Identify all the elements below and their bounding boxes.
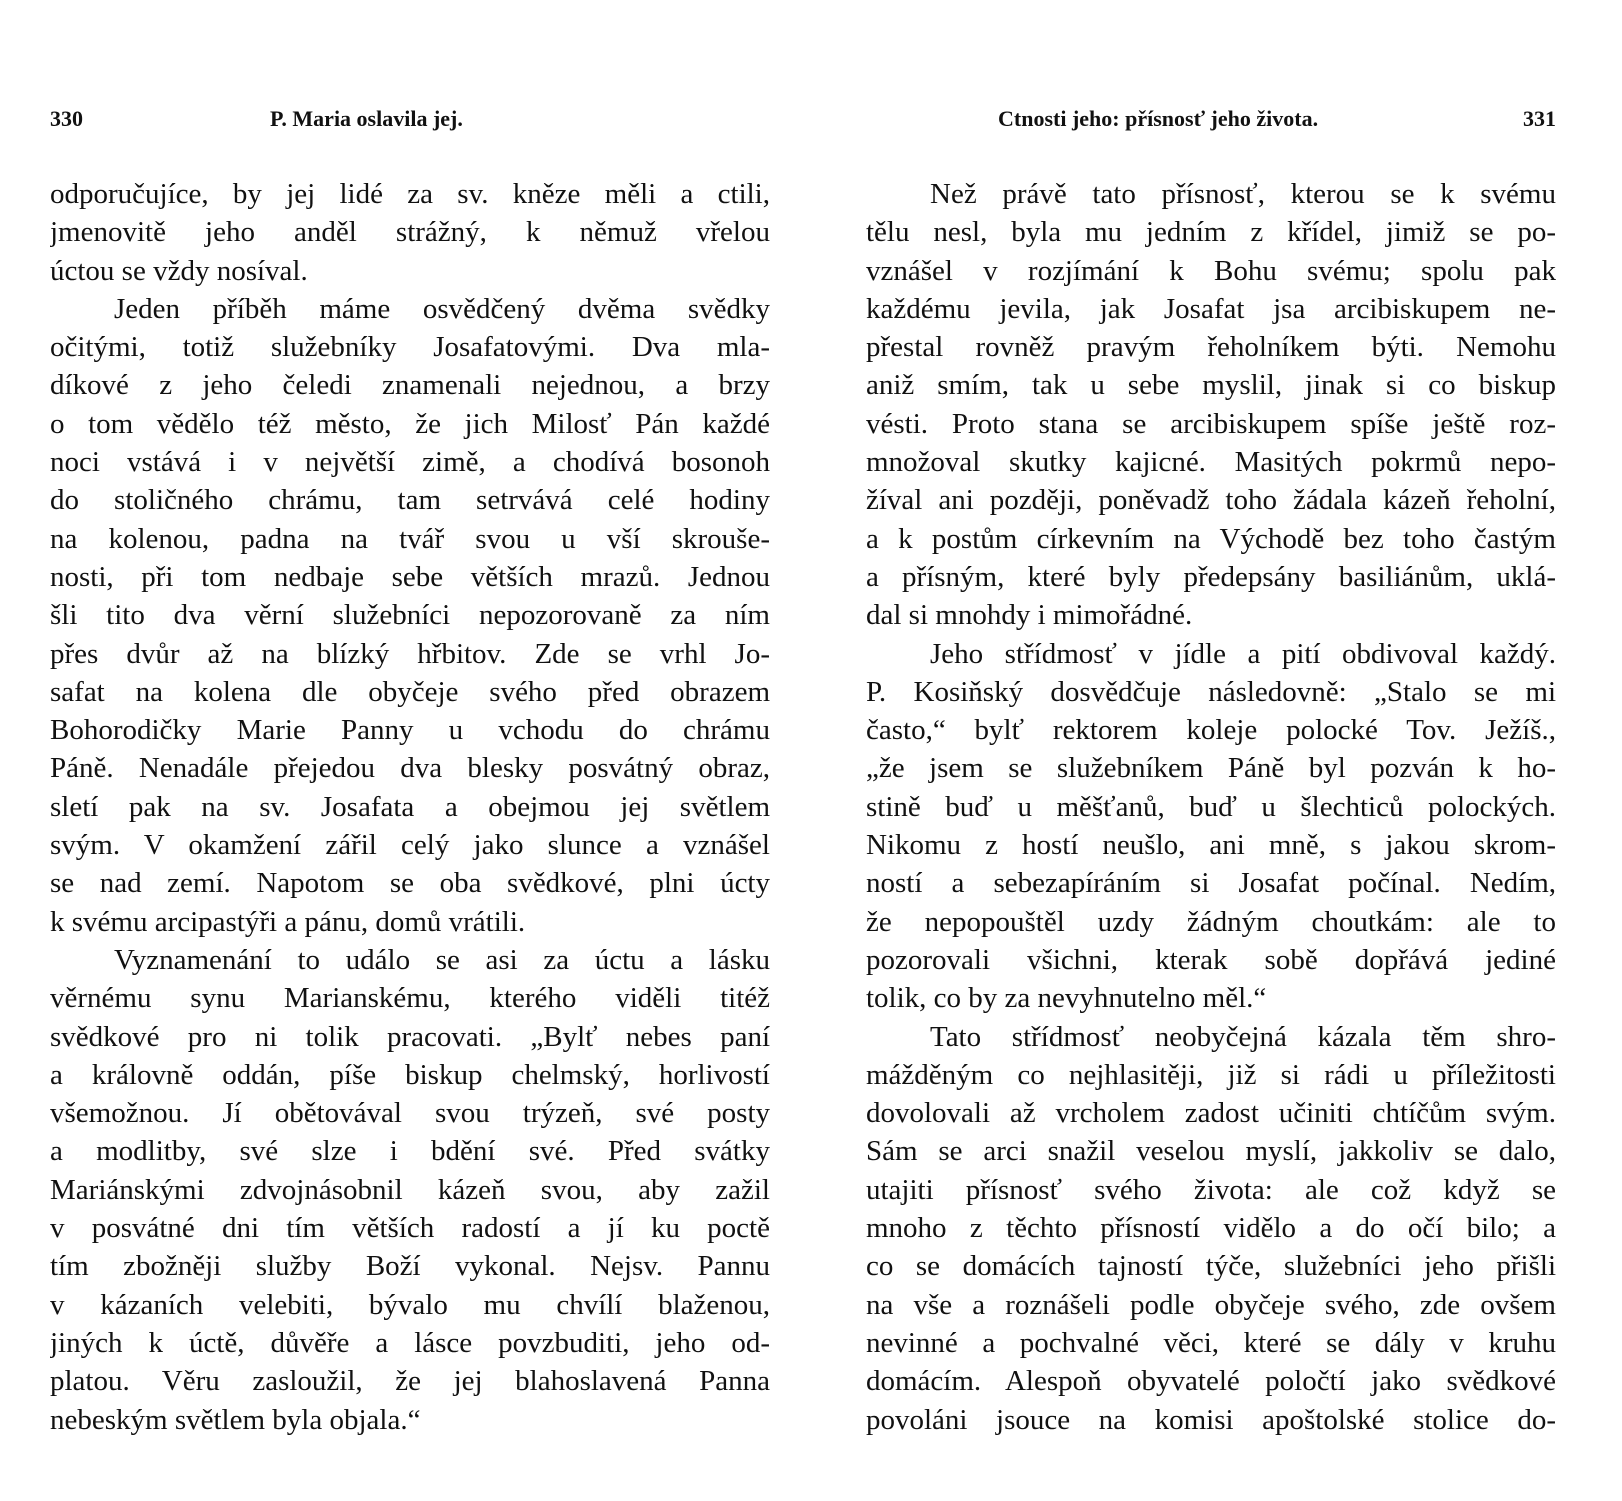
text-line: na vše a roznášeli podle obyčeje svého, zde ovšem (866, 1288, 1556, 1321)
text-line: nebeským světlem byla objala.“ (50, 1403, 421, 1436)
text-line: „že jsem se služebníkem Páně byl pozván k ho- (866, 752, 1556, 785)
left-page-number: 330 (50, 106, 83, 131)
text-line: Jeden příběh máme osvědčený dvěma svědky (114, 292, 770, 325)
text-line: domácím. Alespoň obyvatelé poločtí jako svědkové (866, 1365, 1556, 1398)
text-line: k svému arcipastýři a pánu, domů vrátili. (50, 905, 526, 938)
text-line: stině buď u měšťanů, buď u šlechticů polockých. (866, 790, 1556, 823)
text-line: P. Kosiňský dosvědčuje následovně: „Stalo se mi (866, 675, 1556, 708)
text-line: vésti. Proto stana se arcibiskupem spíše ještě roz- (866, 407, 1556, 440)
text-line: a královně oddán, píše biskup chelmský, horlivostí (50, 1058, 770, 1091)
text-line: každému jevila, jak Josafat jsa arcibiskupem ne- (866, 292, 1556, 325)
text-line: co se domácích tajností týče, služebníci jeho přišli (866, 1250, 1556, 1283)
text-line: úctou se vždy nosíval. (50, 254, 308, 287)
text-line: mážděným co nejhlasitěji, již si rádi u příležitosti (866, 1058, 1556, 1091)
text-line: přestal rovněž pravým řeholníkem býti. Nemohu (866, 331, 1556, 364)
left-running-title: P. Maria oslavila jej. (270, 106, 463, 131)
text-line: Mariánskými zdvojnásobnil kázeň svou, aby zažil (50, 1173, 770, 1206)
text-line: tělu nesl, byla mu jedním z křídel, jimiž se po- (866, 216, 1556, 249)
text-line: přes dvůr až na blízký hřbitov. Zde se vrhl Jo- (50, 637, 770, 670)
text-line: svým. V okamžení zářil celý jako slunce a vznášel (50, 829, 770, 862)
text-line: a modlitby, své slze i bdění své. Před svátky (50, 1135, 770, 1168)
text-line: utajiti přísnosť svého života: ale což když se (866, 1173, 1556, 1206)
text-line: Sám se arci snažil veselou myslí, jakkoliv se dalo, (866, 1135, 1556, 1168)
text-line: jiných k úctě, důvěře a lásce povzbuditi, jeho od- (50, 1326, 770, 1359)
text-line: se nad zemí. Napotom se oba svědkové, plni úcty (50, 867, 770, 900)
text-line: často,“ bylť rektorem koleje polocké Tov. Ježíš., (866, 714, 1556, 747)
text-line: množoval skutky kajicné. Masitých pokrmů nepo- (866, 446, 1556, 479)
right-page-text (866, 175, 1556, 1439)
text-line: všemožnou. Jí obětovával svou trýzeň, své posty (50, 1097, 770, 1130)
text-line: noci vstává i v největší zimě, a chodívá bosonoh (50, 446, 770, 479)
text-line: safat na kolena dle obyčeje svého před obrazem (50, 675, 770, 708)
left-page-text (50, 175, 770, 1439)
text-line: dovolovali až vrcholem zadost učiniti chtíčům svým. (866, 1097, 1556, 1130)
text-line: očitými, totiž služebníky Josafatovými. Dva mla- (50, 331, 770, 364)
text-line: Jeho střídmosť v jídle a pití obdivoval každý. (930, 637, 1556, 670)
text-line: svědkové pro ni tolik pracovati. „Bylť nebes paní (50, 1020, 770, 1053)
text-line: na kolenou, padna na tvář svou u vší skrouše- (50, 522, 770, 555)
text-line: žíval ani později, poněvadž toho žádala kázeň řeholní, (866, 484, 1556, 517)
text-line: nevinné a pochvalné věci, které se dály v kruhu (866, 1326, 1556, 1359)
text-line: jmenovitě jeho anděl strážný, k němuž vřelou (50, 216, 770, 249)
right-running-title: Ctnosti jeho: přísnosť jeho života. (998, 106, 1319, 131)
text-line: sletí pak na sv. Josafata a obejmou jej světlem (50, 790, 770, 823)
left-running-head (50, 104, 770, 134)
text-line: věrnému synu Marianskému, kterého viděli titéž (50, 982, 770, 1015)
text-line: povoláni jsouce na komisi apoštolské stolice do- (866, 1403, 1556, 1436)
text-line: v kázaních velebiti, bývalo mu chvílí blaženou, (50, 1288, 770, 1321)
text-line: šli tito dva věrní služebníci nepozorovaně za ním (50, 599, 770, 632)
right-page (866, 0, 1556, 1501)
text-line: že nepopouštěl uzdy žádným choutkám: ale to (866, 905, 1556, 938)
text-line: mnoho z těchto přísností vidělo a do očí bilo; a (866, 1212, 1556, 1245)
text-line: aniž smím, tak u sebe myslil, jinak si co biskup (866, 369, 1556, 402)
text-line: ností a sebezapíráním si Josafat počínal. Nedím, (866, 867, 1556, 900)
text-line: Vyznamenání to událo se asi za úctu a lásku (114, 943, 770, 976)
text-line: a k postům církevním na Východě bez toho častým (866, 522, 1556, 555)
text-line: v posvátné dni tím větších radostí a jí ku poctě (50, 1212, 770, 1245)
text-line: do stoličného chrámu, tam setrvává celé hodiny (50, 484, 770, 517)
text-line: platou. Věru zasloužil, že jej blahoslavená Panna (50, 1365, 770, 1398)
text-line: pozorovali všichni, kterak sobě dopřává jediné (866, 943, 1556, 976)
text-line: Páně. Nenadále přejedou dva blesky posvátný obraz, (50, 752, 770, 785)
text-line: Tato střídmosť neobyčejná kázala těm shro- (930, 1020, 1556, 1053)
text-line: o tom vědělo též město, že jich Milosť Pán každé (50, 407, 770, 440)
text-line: nosti, při tom nedbaje sebe větších mrazů. Jednou (50, 560, 770, 593)
text-line: Bohorodičky Marie Panny u vchodu do chrámu (50, 714, 770, 747)
text-line: Než právě tato přísnosť, kterou se k svému (930, 178, 1556, 210)
text-line: Nikomu z hostí neušlo, ani mně, s jakou skrom- (866, 829, 1556, 862)
right-running-head (866, 104, 1556, 134)
right-page-number: 331 (1523, 106, 1556, 131)
text-line: vznášel v rozjímání k Bohu svému; spolu pak (866, 254, 1556, 287)
text-line: tolik, co by za nevyhnutelno měl.“ (866, 982, 1267, 1015)
text-line: odporučujíce, by jej lidé za sv. kněze měli a ctili, (50, 178, 770, 210)
text-line: díkové z jeho čeledi znamenali nejednou, a brzy (50, 369, 770, 402)
text-line: dal si mnohdy i mimořádné. (866, 599, 1193, 632)
text-line: a přísným, které byly předepsány basiliánům, uklá- (866, 560, 1556, 593)
text-line: tím zbožněji služby Boží vykonal. Nejsv. Pannu (50, 1250, 770, 1283)
left-page (50, 0, 770, 1501)
